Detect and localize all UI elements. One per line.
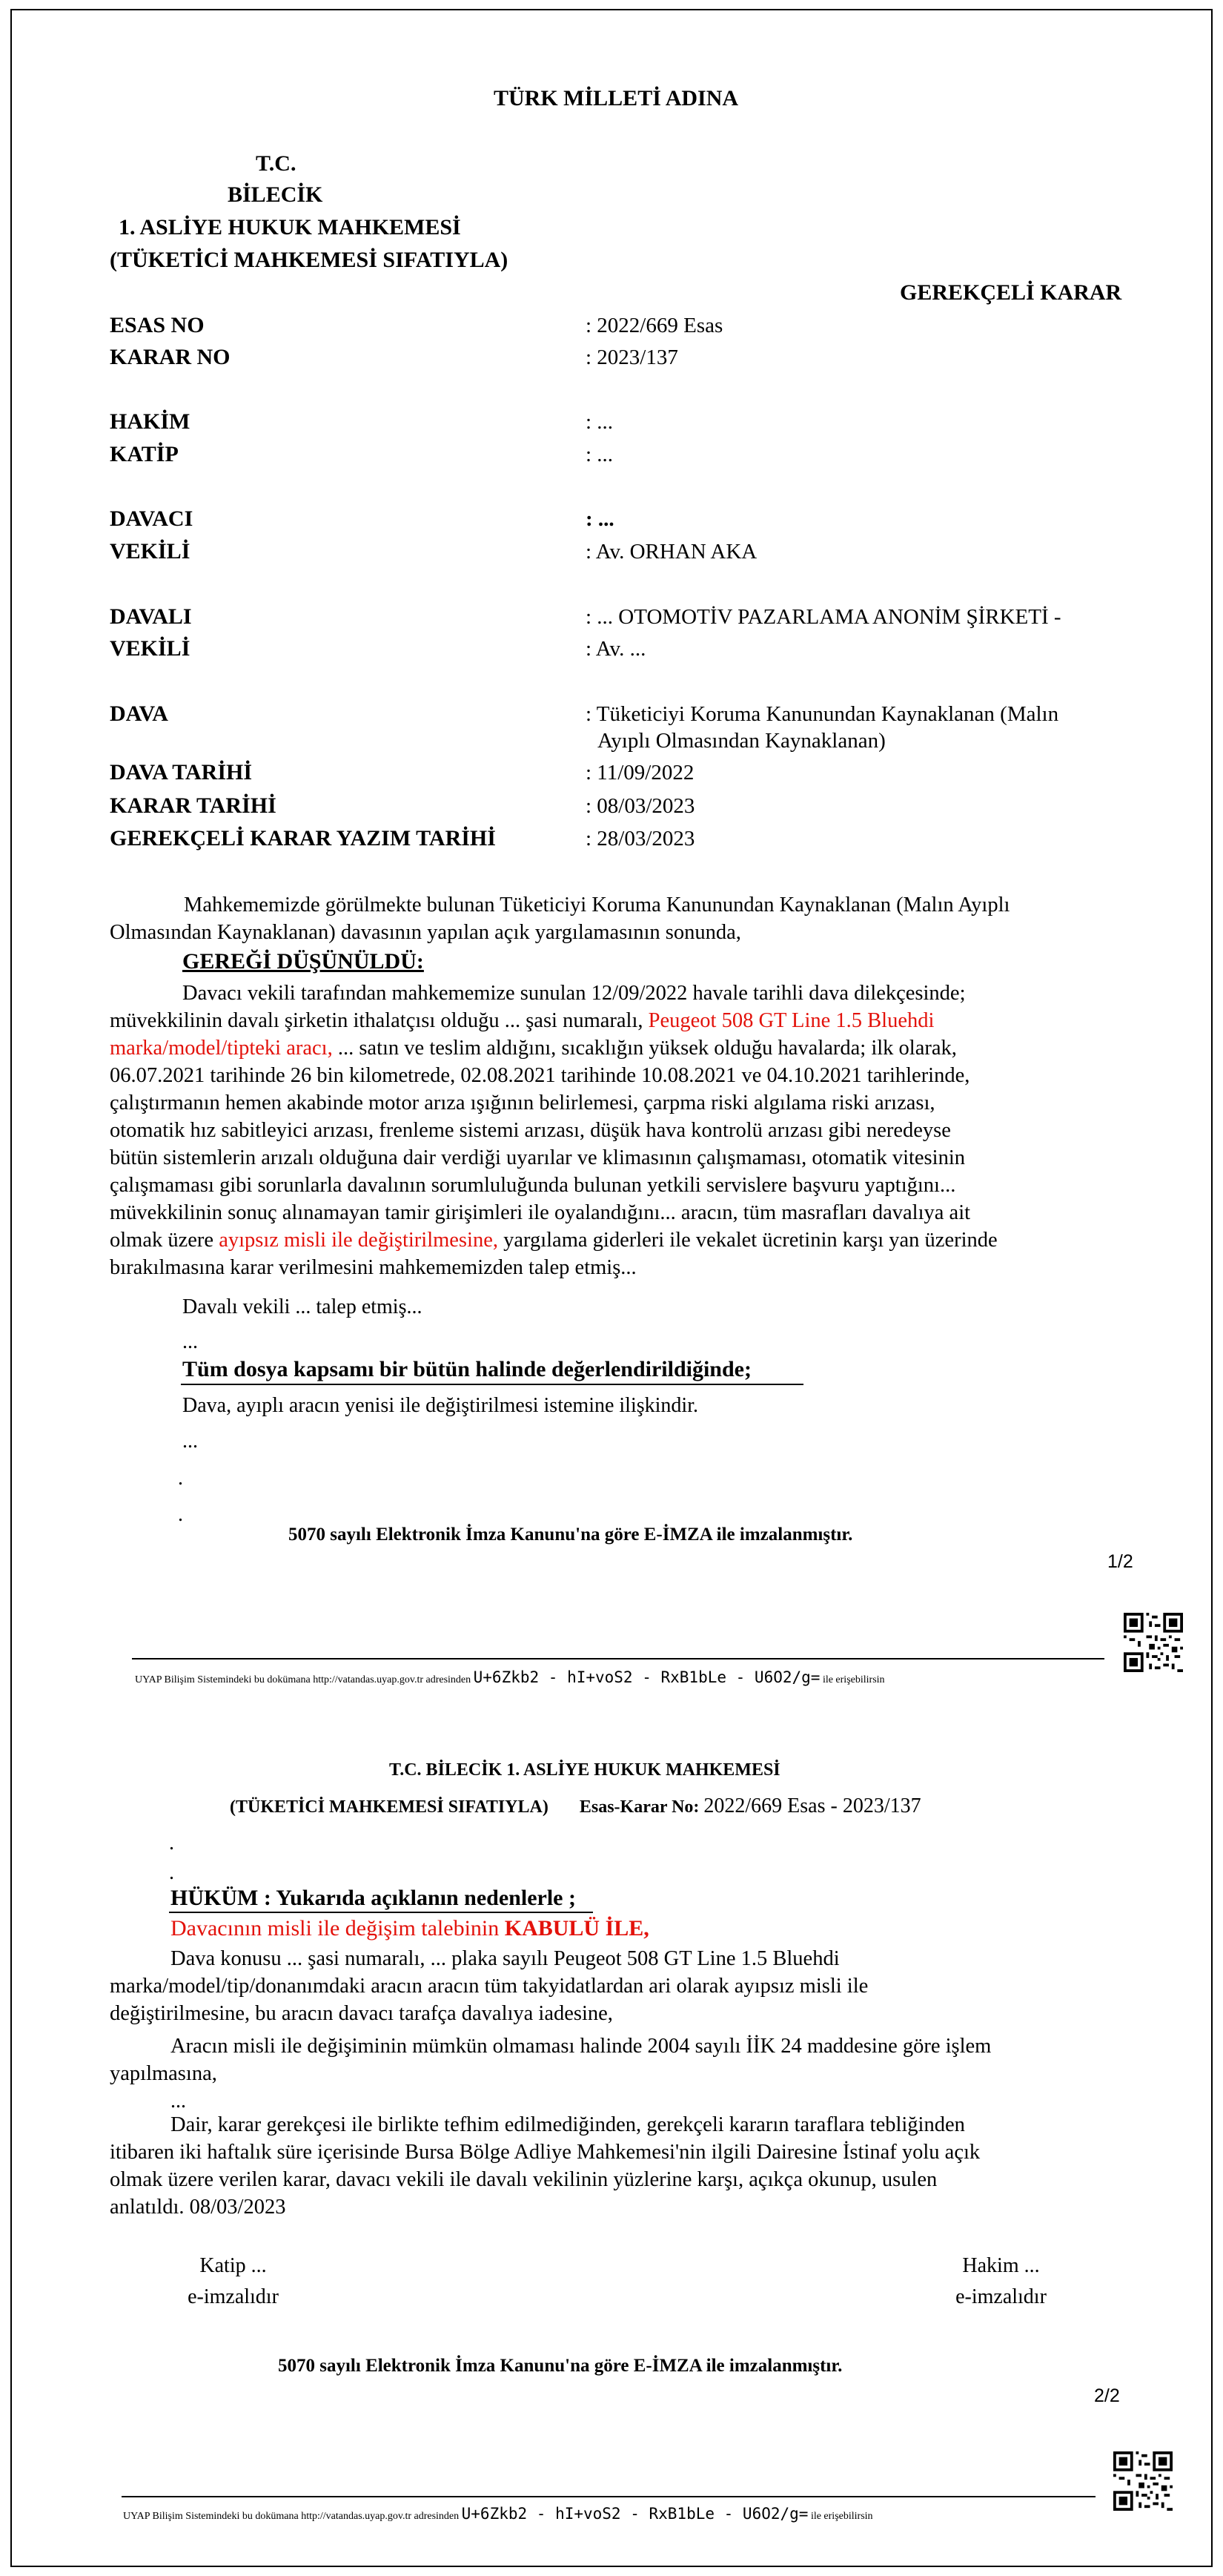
field-label-hakim: HAKİM (110, 409, 190, 434)
ruling-line: olmak üzere verilen karar, davacı vekili ile davalı vekilinin yüzlerine karşı, açıkça okunup, usulen (110, 2168, 938, 2191)
ruling-line: Dava konusu ... şasi numaralı, ... plaka sayılı Peugeot 508 GT Line 1.5 Bluehdi (170, 1947, 840, 1970)
ellipsis-1: ... (182, 1330, 198, 1353)
katip-name: Katip ... (199, 2254, 267, 2277)
page-number-2: 2/2 (1094, 2385, 1120, 2406)
accept-text: Davacının misli ile değişim talebinin (170, 1916, 505, 1941)
ruling-line: Dair, karar gerekçesi ile birlikte tefhim edilmediğinden, gerekçeli kararın taraflara tebliğinden (170, 2113, 965, 2136)
footer-1 (135, 1668, 885, 1686)
claim-line (110, 1226, 1136, 1254)
hukum-heading: HÜKÜM : Yukarıda açıklanın nedenlerle ; (170, 1886, 576, 1910)
footer-2 (123, 2505, 873, 2523)
page2-dot-b: . (169, 1861, 174, 1884)
page2-dot-a: . (169, 1832, 174, 1855)
dot-b: . (178, 1503, 183, 1526)
katip-signature: e-imzalıdır (188, 2285, 279, 2308)
claim-line: müvekkilinin sonuç alınamayan tamir girişimleri ile oyalandığını... aracın, tüm masrafları davalıya ait (110, 1201, 971, 1224)
evaluation-underline (181, 1384, 803, 1385)
field-value-gerekceli-tarih: : 28/03/2023 (586, 827, 695, 851)
claim-line: çalıştırmanın hemen akabinde motor arıza ışığının belirlemesi, çarpma riski algılama riski arızası, (110, 1092, 935, 1114)
page2-subheader: (TÜKETİCİ MAHKEMESİ SIFATIYLA) (230, 1797, 548, 1817)
claim-line: 06.07.2021 tarihinde 26 bin kilometrede, 02.08.2021 tarihinde 10.08.2021 ve 04.10.2021 tarihlerinde, (110, 1064, 970, 1087)
page2-subheader-row (230, 1794, 921, 1818)
field-value-davali-vekili: : Av. ... (586, 637, 646, 661)
field-label-davali: DAVALI (110, 604, 192, 629)
vehicle-type-red: marka/model/tipteki aracı, (110, 1037, 333, 1060)
footer-rule-2 (122, 2496, 1096, 2497)
field-label-davaci: DAVACI (110, 506, 193, 531)
footer-end: ile erişebilirsin (822, 1674, 885, 1685)
field-label-dava: DAVA (110, 701, 168, 726)
court-name: 1. ASLİYE HUKUK MAHKEMESİ (119, 215, 461, 240)
field-value-davaci: : ... (586, 507, 614, 531)
defendant-line: Davalı vekili ... talep etmiş... (182, 1295, 422, 1318)
dot-a: . (178, 1467, 183, 1490)
ruling-paragraph-2 (110, 2032, 1136, 2087)
claim-text: ... satın ve teslim aldığını, sıcaklığın yüksek olduğu havalarda; ilk olarak, (332, 1037, 957, 1060)
claim-line: otomatik hız sabitleyici arızası, frenleme sistemi arızası, düşük hava kontrolü arızası gibi neredeyse (110, 1119, 951, 1142)
ruling-paragraph-1 (110, 1945, 1136, 2027)
ruling-line: Aracın misli ile değişiminin mümkün olmaması halinde 2004 sayılı İİK 24 maddesine göre işlem (170, 2035, 992, 2058)
verification-code: U+6Zkb2 - hI+voS2 - RxB1bLe - U6O2/g= (473, 1668, 821, 1686)
footer-text: UYAP Bilişim Sistemindeki bu dokümana http://vatandas.uyap.gov.tr adresinden (123, 2511, 460, 2522)
ruling-paragraph-3 (110, 2111, 1136, 2221)
field-value-karar: : 2023/137 (586, 346, 678, 369)
esas-value: 2022/669 Esas - 2023/137 (703, 1794, 921, 1817)
field-value-dava-cont: Ayıplı Olmasından Kaynaklanan) (597, 729, 886, 753)
court-tc: T.C. (256, 151, 296, 176)
esas-label: Esas-Karar No: (579, 1797, 700, 1817)
field-value-davali: : ... OTOMOTİV PAZARLAMA ANONİM ŞİRKETİ - (586, 605, 1061, 629)
hakim-name: Hakim ... (962, 2254, 1040, 2277)
footer-rule-1 (132, 1658, 1104, 1659)
claim-line: çalışmaması gibi sorunlarla davalının sorumluluğunda bulunan yetkili servislere başvuru yaptığını... (110, 1174, 956, 1197)
intro-line-2: Olmasından Kaynaklanan) davasının yapılan açık yargılamasının sonunda, (110, 921, 741, 944)
qr-code-icon (1124, 1613, 1183, 1672)
claim-paragraph (110, 980, 1136, 1281)
page2-ellipsis: ... (170, 2090, 186, 2113)
ruling-line: marka/model/tip/donanımdaki aracın aracın tüm takyidatlardan ari olarak ayıpsız misli ile (110, 1975, 869, 1998)
esign-notice-1: 5070 sayılı Elektronik İmza Kanunu'na göre E-İMZA ile imzalanmıştır. (288, 1525, 853, 1545)
field-value-davaci-vekili: : Av. ORHAN AKA (586, 540, 758, 564)
evaluation-heading: Tüm dosya kapsamı bir bütün halinde değerlendirildiğinde; (182, 1357, 752, 1381)
footer-end: ile erişebilirsin (810, 2511, 873, 2522)
ruling-line: yapılmasına, (110, 2062, 217, 2085)
field-value-dava-tarihi: : 11/09/2022 (586, 761, 695, 785)
field-label-katip: KATİP (110, 442, 179, 466)
claim-text: yargılama giderleri ile vekalet ücretinin karşı yan üzerinde (497, 1229, 998, 1252)
ruling-line: değiştirilmesine, bu aracın davacı tarafça davalıya iadesine, (110, 2002, 613, 2025)
claim-line (110, 1007, 1136, 1034)
field-label-karar-tarihi: KARAR TARİHİ (110, 793, 276, 818)
ruling-line: itibaren iki haftalık süre içerisinde Bursa Bölge Adliye Mahkemesi'nin ilgili Dairesine İstinaf yolu açık (110, 2141, 981, 2164)
decision-type: GEREKÇELİ KARAR (900, 280, 1122, 305)
accept-decision: KABULÜ İLE, (504, 1916, 649, 1941)
claim-text: olmak üzere (110, 1229, 219, 1252)
claim-line (110, 1034, 1136, 1062)
field-label-dava-tarihi: DAVA TARİHİ (110, 760, 253, 785)
page-number-1: 1/2 (1107, 1551, 1133, 1572)
hakim-signature: e-imzalıdır (955, 2285, 1047, 2308)
field-value-esas: : 2022/669 Esas (586, 314, 723, 337)
verification-code: U+6Zkb2 - hI+voS2 - RxB1bLe - U6O2/g= (461, 2505, 809, 2523)
field-value-karar-tarihi: : 08/03/2023 (586, 794, 695, 818)
field-label-gerekceli-tarih: GEREKÇELİ KARAR YAZIM TARİHİ (110, 826, 496, 851)
replacement-request-red: ayıpsız misli ile değiştirilmesine, (219, 1229, 498, 1252)
field-label-davali-vekili: VEKİLİ (110, 636, 190, 661)
intro-paragraph (110, 891, 1136, 946)
field-label-davaci-vekili: VEKİLİ (110, 539, 190, 564)
footer-text: UYAP Bilişim Sistemindeki bu dokümana http://vatandas.uyap.gov.tr adresinden (135, 1674, 471, 1685)
hukum-underline (169, 1912, 593, 1913)
esign-notice-2: 5070 sayılı Elektronik İmza Kanunu'na göre E-İMZA ile imzalanmıştır. (278, 2356, 843, 2376)
claim-line: Davacı vekili tarafından mahkememize sunulan 12/09/2022 havale tarihli dava dilekçesinde; (182, 982, 966, 1005)
field-value-dava: : Tüketiciyi Koruma Kanunundan Kaynaklanan (Malın (586, 702, 1059, 726)
ellipsis-2: ... (182, 1430, 198, 1453)
field-label-esas: ESAS NO (110, 313, 205, 337)
field-value-katip: : ... (586, 443, 614, 466)
page2-header: T.C. BİLECİK 1. ASLİYE HUKUK MAHKEMESİ (389, 1760, 780, 1780)
qr-code-icon (1113, 2451, 1173, 2511)
court-city: BİLECİK (228, 182, 323, 207)
vehicle-model-red: Peugeot 508 GT Line 1.5 Bluehdi (648, 1009, 935, 1032)
dava-line: Dava, ayıplı aracın yenisi ile değiştirilmesi istemine ilişkindir. (182, 1394, 698, 1417)
ruling-line: anlatıldı. 08/03/2023 (110, 2196, 286, 2219)
claim-line: bırakılmasına karar verilmesini mahkememizden talep etmiş... (110, 1256, 637, 1279)
gereg-heading: GEREĞİ DÜŞÜNÜLDÜ: (182, 949, 424, 974)
claim-text: müvekkilinin davalı şirketin ithalatçısı olduğu ... şasi numaralı, (110, 1009, 649, 1032)
field-value-hakim: : ... (586, 410, 614, 434)
field-label-karar: KARAR NO (110, 345, 231, 369)
document-header-title: TÜRK MİLLETİ ADINA (494, 86, 739, 110)
intro-line-1: Mahkememizde görülmekte bulunan Tüketiciyi Koruma Kanunundan Kaynaklanan (Malın Ayıplı (184, 894, 1010, 917)
court-capacity: (TÜKETİCİ MAHKEMESİ SIFATIYLA) (110, 248, 508, 272)
accept-line (170, 1916, 649, 1941)
claim-line: bütün sistemlerin arızalı olduğuna dair verdiği uyarılar ve klimasının çalışmaması, otomatik vitesinin (110, 1146, 965, 1169)
